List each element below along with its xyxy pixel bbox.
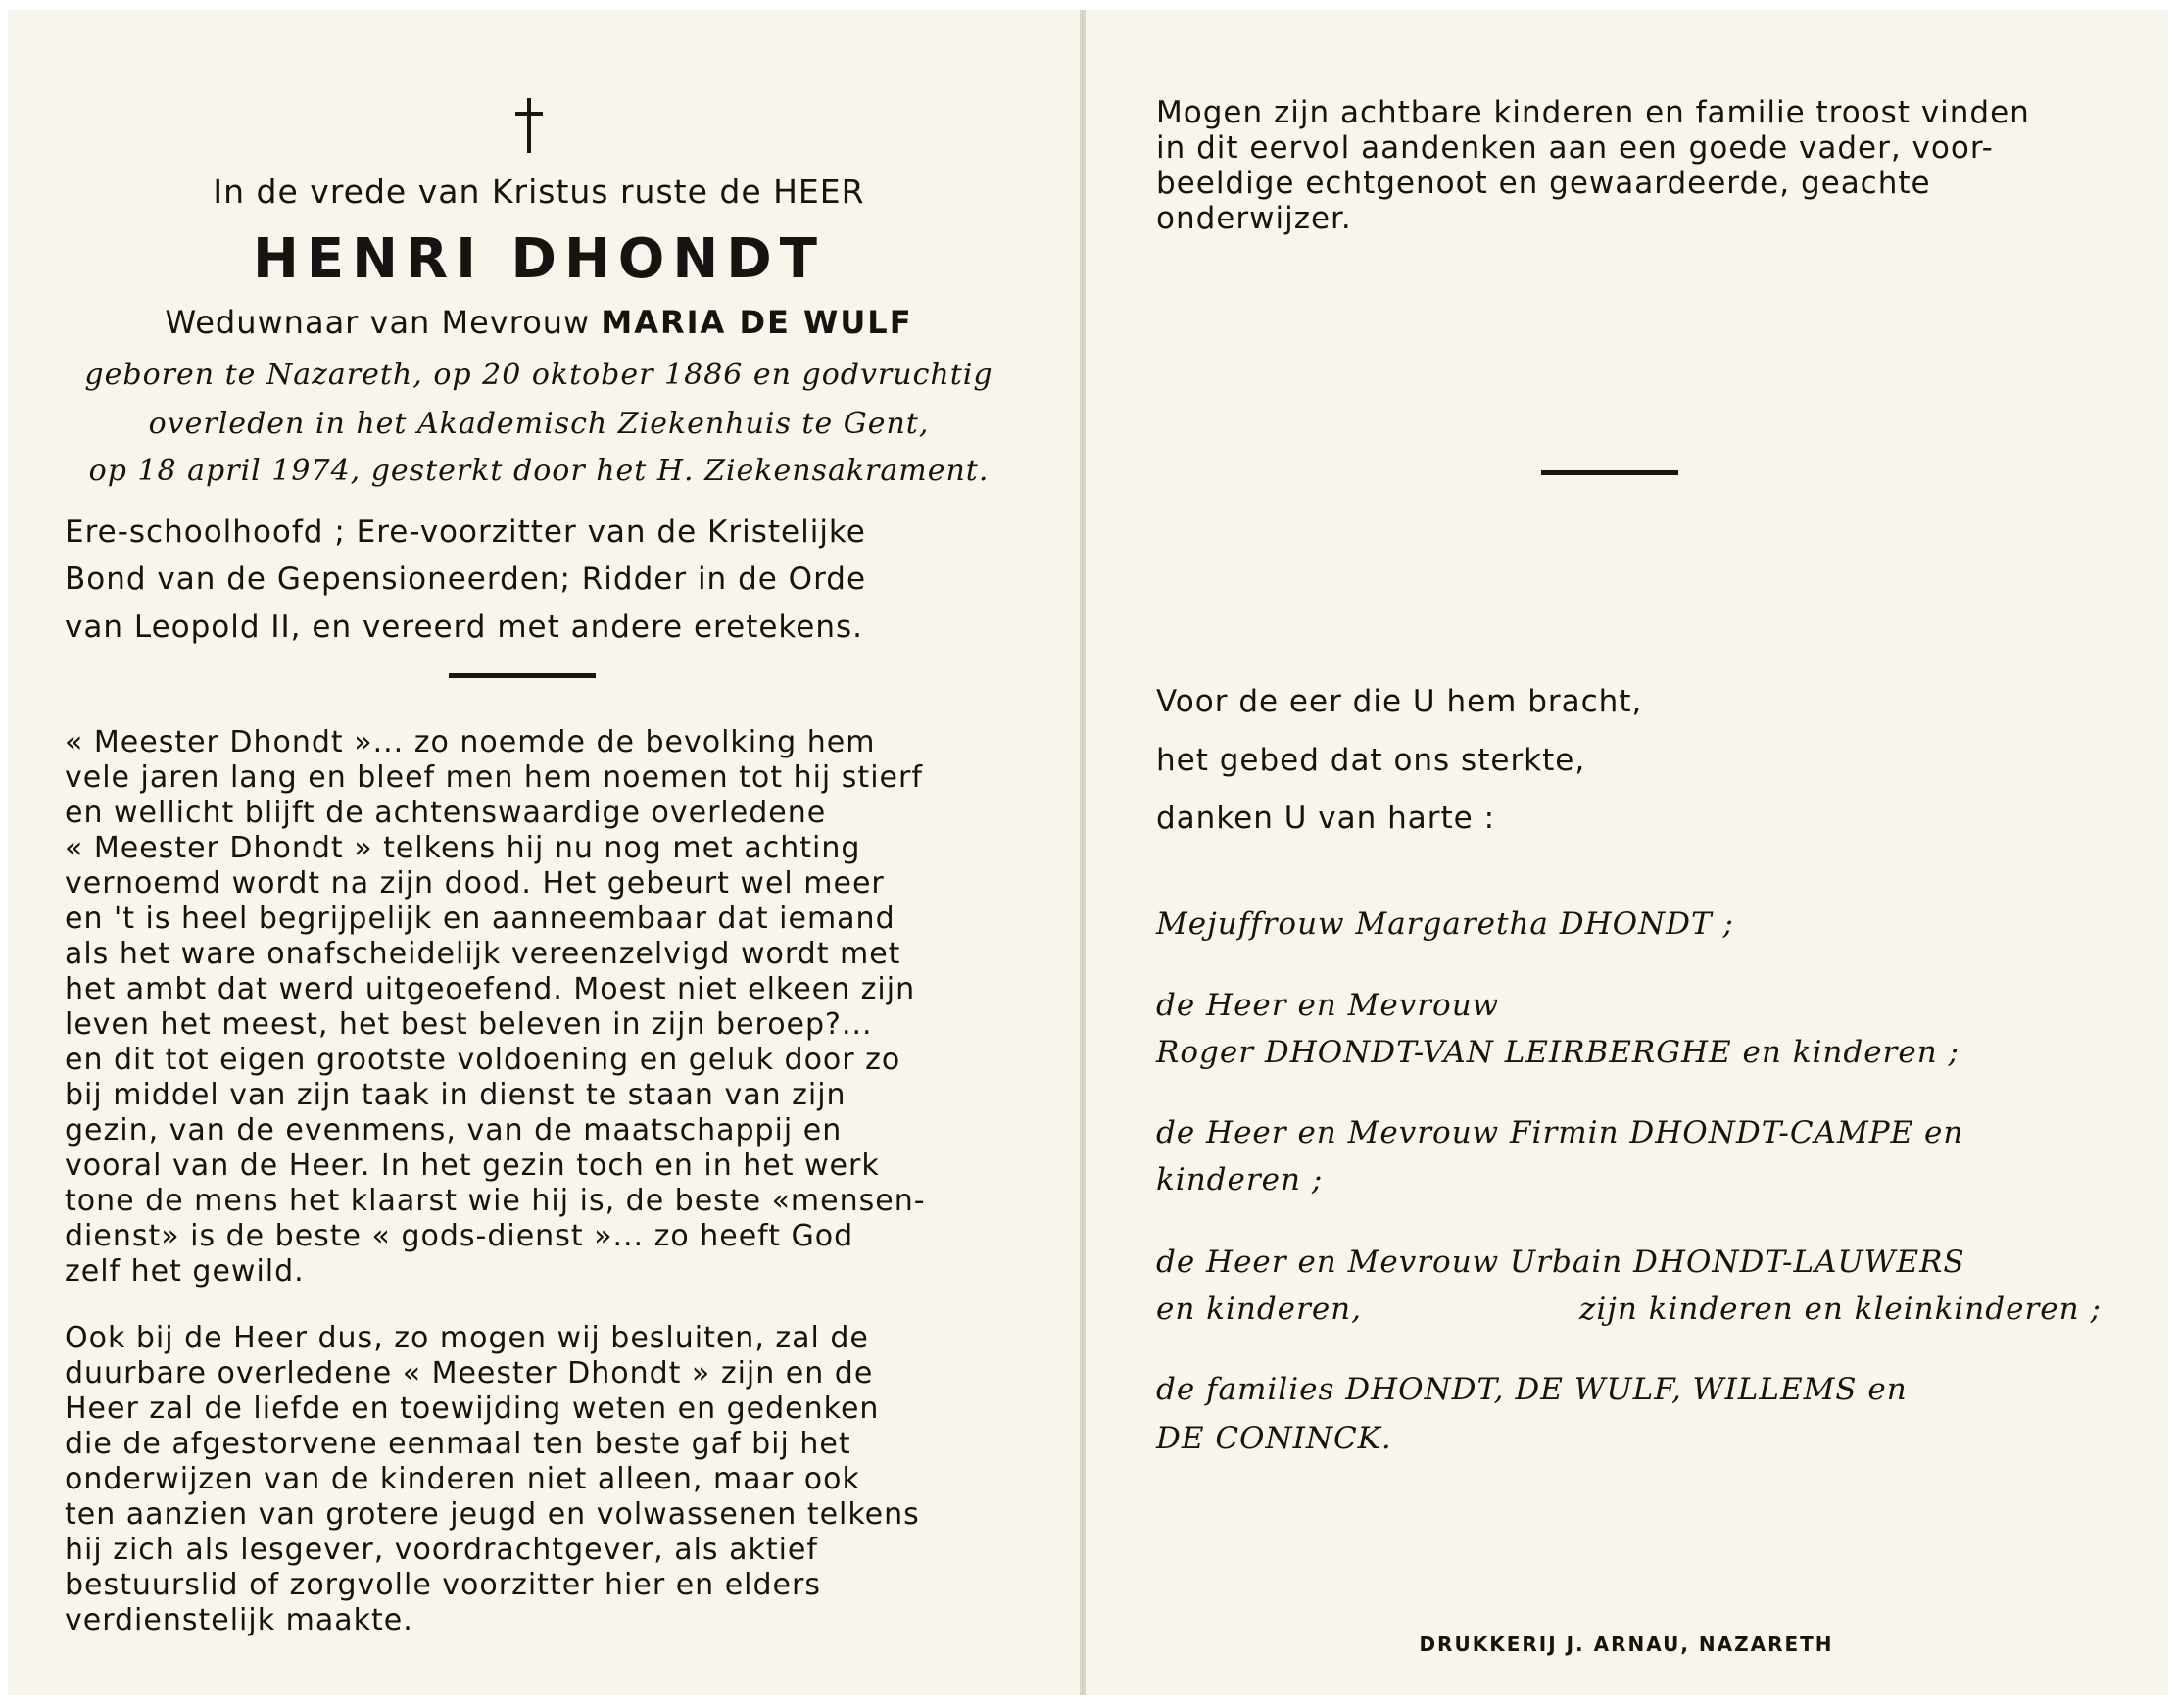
spouse-name: MARIA DE WULF <box>601 304 913 341</box>
printer-imprint: DRUKKERIJ J. ARNAU, NAZARETH <box>1419 1633 1834 1656</box>
text-line: bij middel van zijn taak in dienst te staan van zijn <box>65 1078 847 1112</box>
birth-line: geboren te Nazareth, op 20 oktober 1886 en godvruchtig <box>84 358 993 392</box>
text-line: en dit tot eigen grootste voldoening en geluk door zo <box>65 1043 901 1077</box>
text-line: in dit eervol aandenken aan een goede vader, voor- <box>1156 130 1994 166</box>
thanks-line: het gebed dat ons sterkte, <box>1156 743 1586 778</box>
family-line: kinderen ; <box>1156 1162 1324 1197</box>
text-line: hij zich als lesgever, voordrachtgever, als aktief <box>65 1533 818 1567</box>
text-line: dienst» is de beste « gods-dienst »... zo heeft God <box>65 1219 854 1253</box>
death-line-2: op 18 april 1974, gesterkt door het H. Ziekensakrament. <box>88 454 990 488</box>
text-line: beeldige echtgenoot en gewaardeerde, geachte <box>1156 166 1931 201</box>
family-line: de Heer en Mevrouw <box>1156 988 1500 1023</box>
text-line: leven het meest, het best beleven in zijn beroep?... <box>65 1007 873 1042</box>
family-line: DE CONINCK. <box>1156 1421 1392 1456</box>
family-line: de Heer en Mevrouw Urbain DHONDT-LAUWERS <box>1156 1244 1965 1280</box>
text-line: en wellicht blijft de achtenswaardige overledene <box>65 796 827 830</box>
family-line: zijn kinderen en kleinkinderen ; <box>1579 1292 2102 1327</box>
text-line: bestuurslid of zorgvolle voorzitter hier en elders <box>65 1568 821 1602</box>
family-line: de Heer en Mevrouw Firmin DHONDT-CAMPE en <box>1156 1115 1964 1150</box>
text-line: Heer zal de liefde en toewijding weten en gedenken <box>65 1391 880 1426</box>
widow-prefix: Weduwnaar van Mevrouw <box>165 304 591 341</box>
text-line: als het ware onafscheidelijk vereenzelvigd wordt met <box>65 937 901 971</box>
divider-rule <box>449 673 596 678</box>
text-line: Ook bij de Heer dus, zo mogen wij besluiten, zal de <box>65 1321 869 1355</box>
widow-line <box>59 304 1019 341</box>
text-line: en 't is heel begrijpelijk en aanneembaar dat iemand <box>65 902 895 936</box>
text-line: duurbare overledene « Meester Dhondt » zijn en de <box>65 1356 874 1391</box>
family-line: en kinderen, <box>1156 1292 1363 1327</box>
text-line: vele jaren lang en bleef men hem noemen tot hij stierf <box>65 760 923 795</box>
text-line: gezin, van de evenmens, van de maatschappij en <box>65 1113 843 1147</box>
family-line: de families DHONDT, DE WULF, WILLEMS en <box>1156 1372 1908 1407</box>
text-line: « Meester Dhondt » telkens hij nu nog met achting <box>65 831 861 865</box>
honors-line: Bond van de Gepensioneerden; Ridder in de Orde <box>65 561 867 597</box>
text-line: verdienstelijk maakte. <box>65 1603 413 1637</box>
family-line: Roger DHONDT-VAN LEIRBERGHE en kinderen ; <box>1156 1035 1960 1070</box>
text-line: tone de mens het klaarst wie hij is, de beste «mensen- <box>65 1184 926 1218</box>
family-line: Mejuffrouw Margaretha DHONDT ; <box>1156 906 1734 942</box>
text-line: onderwijzer. <box>1156 201 1352 236</box>
text-line: het ambt dat werd uitgeoefend. Moest niet elkeen zijn <box>65 972 916 1006</box>
text-line: « Meester Dhondt »... zo noemde de bevolking hem <box>65 725 876 759</box>
honors-line: Ere-schoolhoofd ; Ere-voorzitter van de Kristelijke <box>65 514 866 550</box>
text-line: vernoemd wordt na zijn dood. Het gebeurt wel meer <box>65 866 885 901</box>
text-line: Mogen zijn achtbare kinderen en familie troost vinden <box>1156 95 2030 130</box>
death-line-1: overleden in het Akademisch Ziekenhuis te Gent, <box>148 407 930 441</box>
thanks-line: Voor de eer die U hem bracht, <box>1156 684 1643 719</box>
intro-line: In de vrede van Kristus ruste de HEER <box>213 172 865 211</box>
text-line: vooral van de Heer. In het gezin toch en in het werk <box>65 1148 880 1183</box>
text-line: die de afgestorvene eenmaal ten beste gaf bij het <box>65 1427 851 1461</box>
honors-line: van Leopold II, en vereerd met andere eretekens. <box>65 610 863 645</box>
deceased-name: HENRI DHONDT <box>253 227 825 291</box>
thanks-line: danken U van harte : <box>1156 801 1496 836</box>
text-line: ten aanzien van grotere jeugd en volwassenen telkens <box>65 1497 920 1532</box>
cross-icon <box>509 98 549 157</box>
divider-rule <box>1541 470 1678 475</box>
text-line: onderwijzen van de kinderen niet alleen, maar ook <box>65 1462 860 1496</box>
text-line: zelf het gewild. <box>65 1254 305 1289</box>
